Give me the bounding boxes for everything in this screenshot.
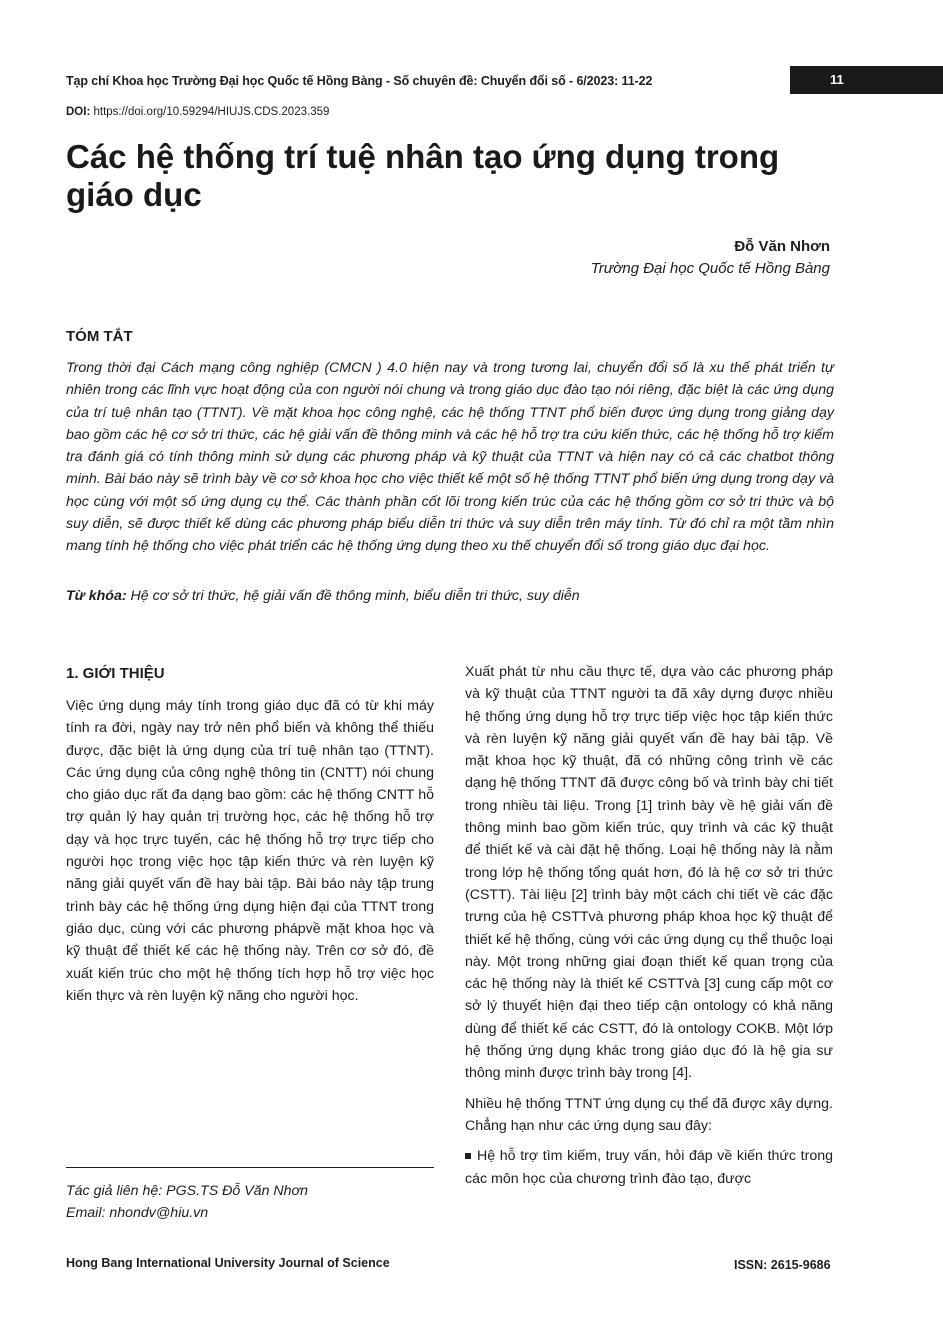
keywords-line: [66, 588, 836, 604]
doi-label: DOI:: [66, 106, 91, 118]
keywords-text: Hệ cơ sở tri thức, hệ giải vấn đề thông minh, biểu diễn tri thức, suy diễn: [130, 588, 580, 604]
author-affiliation: Trường Đại học Quốc tế Hồng Bàng: [590, 260, 830, 277]
bullet-item: [465, 1145, 833, 1190]
right-column: [465, 663, 833, 1190]
bullet-icon: [465, 1153, 471, 1159]
page-number: 11: [790, 66, 943, 94]
doi-line: [66, 106, 329, 118]
left-column: [66, 663, 434, 1015]
footnote: [66, 1180, 308, 1224]
paragraph: Việc ứng dụng máy tính trong giáo dục đã có từ khi máy tính ra đời, ngày nay trở nên phổ biến và không thể thiếu được, đặc biệt là ứng dụng của trí tuệ nhân tạo (TTNT). Các ứng dụng của công nghệ thông tin (CNTT) nói chung cho giáo dục rất đa dạng bao gồm: các hệ thống CNTT hỗ trợ quản lý hay quản trị trường học, các hệ thống hỗ trợ dạy và học trực tuyến, các hệ thống hỗ trợ trực tiếp cho người học trong việc học tập kiến thức và rèn luyện kỹ năng giải quyết vấn đề hay bài tập. Bài báo này tập trung trình bày các hệ thống ứng dụng hiện đại của TTNT trong giáo dục, cùng với các phương phápvề mặt khoa học và kỹ thuật để thiết kế các hệ thống này. Trên cơ sở đó, đề xuất kiến trúc cho một hệ thống tích hợp hỗ trợ việc học kiến thực và rèn luyện kỹ năng cho người học.: [66, 698, 434, 1004]
footnote-divider: [66, 1167, 434, 1168]
author-email: Email: nhondv@hiu.vn: [66, 1205, 209, 1221]
running-header: [66, 70, 856, 94]
footer-issn: ISSN: 2615-9686: [734, 1258, 831, 1272]
journal-name: Tạp chí Khoa học Trường Đại học Quốc tế Hồng Bàng - Số chuyên đề: Chuyển đổi số - 6/2023: 11-22: [66, 74, 653, 88]
paragraph: Nhiều hệ thống TTNT ứng dụng cụ thể đã được xây dựng. Chẳng hạn như các ứng dụng sau đây:: [465, 1095, 833, 1134]
abstract-text: Trong thời đại Cách mạng công nghiệp (CMCN ) 4.0 hiện nay và trong tương lai, chuyển đổi số là xu thế phát triển tự nhiên trong các lĩnh vực hoạt động của con người nói chung và trong giáo dục đào tạo nói riêng, đặc biệt là các ứng dụng của trí tuệ nhân tạo (TTNT). Về mặt khoa học công nghệ, các hệ thống TTNT phổ biến được ứng dụng trong giảng dạy bao gồm các hệ cơ sở tri thức, các hệ giải vấn đề thông minh và các hệ hỗ trợ tra cứu kiến thức, các hệ thống hỗ trợ kiểm tra đánh giá có tính thông minh sử dụng các phương pháp và kỹ thuật của TTNT và hiện nay có cả các chatbot thông minh. Bài báo này sẽ trình bày về cơ sở khoa học cho việc thiết kế một số hệ thống TTNT phổ biến ứng dụng trong dạy và học cùng với một số ứng dụng cụ thể. Các thành phần cốt lõi trong kiến trúc của các hệ thống gồm cơ sở tri thức và bộ suy diễn, sẽ được thiết kế dùng các phương pháp biểu diễn tri thức và suy diễn trên máy tính. Từ đó chỉ ra một tầm nhìn mang tính hệ thống cho việc phát triển các hệ thống ứng dụng theo xu thế chuyển đổi số trong giáo dục đại học.: [66, 360, 834, 555]
doi-link[interactable]: https://doi.org/10.59294/HIUJS.CDS.2023.359: [93, 106, 330, 118]
footer-journal: Hong Bang International University Journal of Science: [66, 1256, 390, 1270]
abstract-heading: TÓM TẮT: [66, 328, 133, 345]
article-title: Các hệ thống trí tuệ nhân tạo ứng dụng trong giáo dục: [66, 138, 780, 213]
paragraph: Xuất phát từ nhu cầu thực tế, dựa vào các phương pháp và kỹ thuật của TTNT người ta đã xây dựng được nhiều hệ thống ứng dụng hỗ trợ trực tiếp việc học tập kiến thức và rèn luyện kỹ năng giải quyết vấn đề hay bài tập. Về mặt khoa học kỹ thuật, đã có những công trình về các dạng hệ thống TTNT đã được công bố và trình bày chi tiết trong nhiều tài liệu. Trong [1] trình bày về hệ giải vấn đề thông minh bao gồm kiến trúc, quy trình và các kỹ thuật để thiết kế và cài đặt hệ thống. Loại hệ thống này là nằm trong lớp hệ thống tổng quát hơn, đó là hệ cơ sở tri thức (CSTT). Tài liệu [2] trình bày một cách chi tiết về các đặc trưng của hệ CSTTvà phương pháp khoa học kỹ thuật để thiết kế hệ thống, cùng với các ứng dụng cụ thể thuộc loại này. Một trong những giai đoạn thiết kế quan trọng của các hệ thống này là thiết kế CSTTvà [3] cung cấp một cơ sở lý thuyết hiện đại theo tiếp cận ontology có khả năng dùng để thiết kế các CSTT, đó là ontology COKB. Một lớp hệ thống ứng dụng khác trong giáo dục đó là hệ gia sư thông minh được trình bày trong [4].: [465, 664, 833, 1082]
bullet-text: Hệ hỗ trợ tìm kiếm, truy vấn, hỏi đáp về kiến thức trong các môn học của chương trình đào tạo, được: [465, 1148, 833, 1187]
section-heading: 1. GIỚI THIỆU: [66, 665, 165, 682]
keywords-label: Từ khóa:: [66, 588, 127, 604]
corresponding-author: Tác giả liên hệ: PGS.TS Đỗ Văn Nhơn: [66, 1183, 308, 1199]
author-name: Đỗ Văn Nhơn: [734, 238, 830, 255]
